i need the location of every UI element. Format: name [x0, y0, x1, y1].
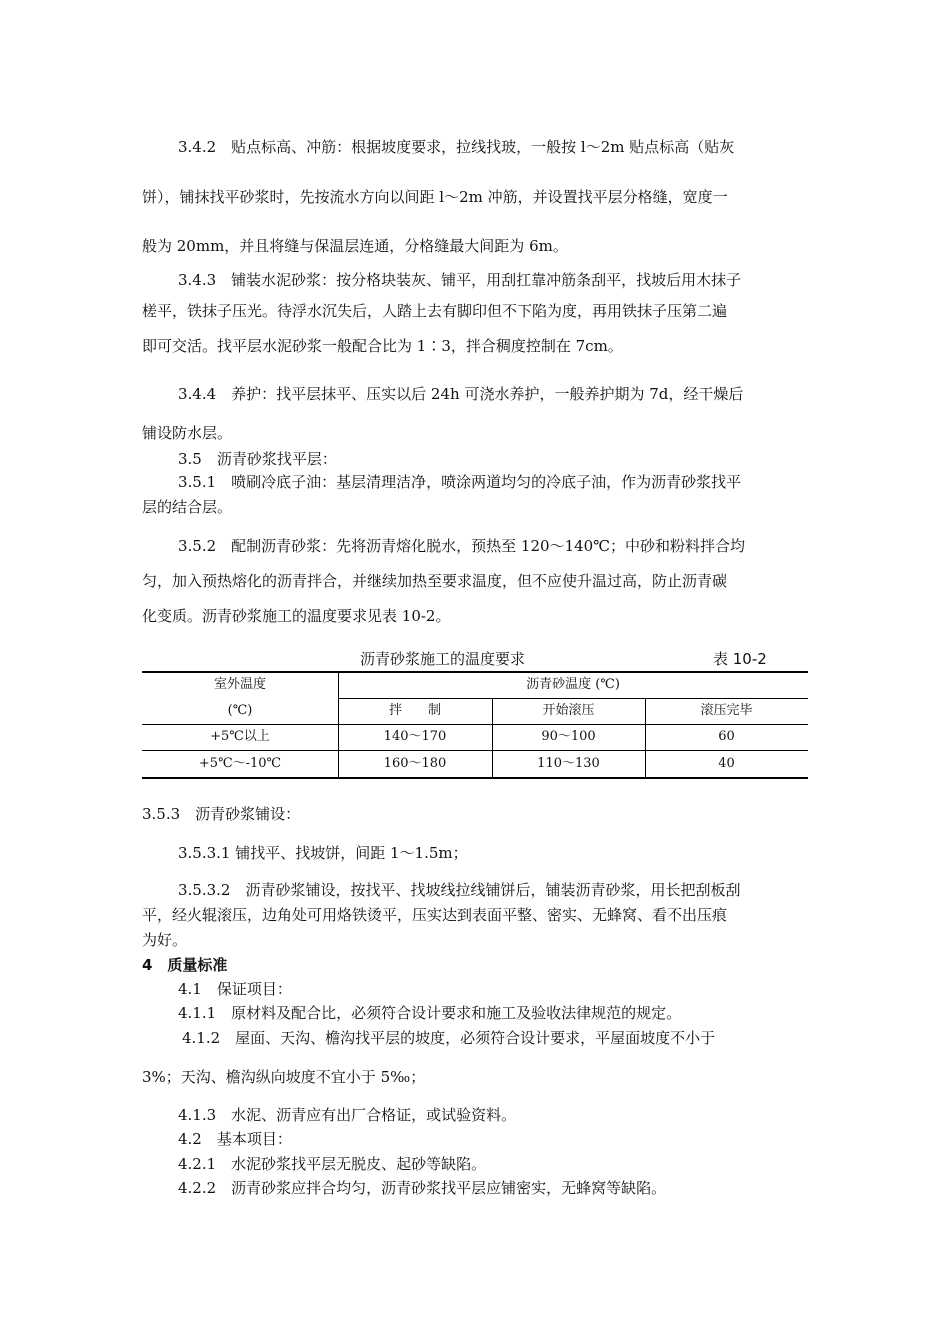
heading-4-2: 4.2 基本项目：: [178, 1130, 292, 1148]
header-asphalt-temp: 沥青砂温度 (℃): [526, 677, 620, 692]
para-4-1-1: 4.1.1 原材料及配合比，必须符合设计要求和施工及验收法律规范的规定。: [178, 1004, 682, 1022]
para-3-5-3-2-line2: 平，经火辊滚压，边角处可用烙铁烫平，压实达到表面平整、密实、无蜂窝、看不出压痕: [142, 906, 728, 924]
para-3-5-3-1: 3.5.3.1 铺找平、找坡饼，间距 1～1.5m；: [178, 844, 468, 862]
para-3-4-2-line3: 般为 20mm，并且将缝与保温层连通，分格缝最大间距为 6m。: [142, 237, 568, 255]
para-4-1-3: 4.1.3 水泥、沥青应有出厂合格证，或试验资料。: [178, 1106, 517, 1124]
heading-3-5-3: 3.5.3 沥青砂浆铺设：: [142, 805, 301, 823]
para-3-4-2-line2: 饼），铺抹找平砂浆时，先按流水方向以间距 l～2m 冲筋，并设置找平层分格缝，宽度一: [142, 188, 728, 206]
para-3-5-2-line3: 化变质。沥青砂浆施工的温度要求见表 10-2。: [142, 607, 451, 625]
table-cell: 140～170: [383, 729, 447, 744]
para-3-5-1-line2: 层的结合层。: [142, 498, 233, 516]
header-outdoor-temp: 室外温度: [213, 677, 266, 692]
para-3-5-2-line2: 匀，加入预热熔化的沥青拌合，并继续加热至要求温度，但不应使升温过高，防止沥青碳: [142, 572, 728, 590]
para-3-5-3-2-line3: 为好。: [142, 931, 188, 949]
para-4-2-2: 4.2.2 沥青砂浆应拌合均匀，沥青砂浆找平层应铺密实，无蜂窝等缺陷。: [178, 1179, 667, 1197]
table-number: 表 10-2: [713, 650, 767, 668]
table-title: 沥青砂浆施工的温度要求: [360, 650, 526, 668]
heading-3-5: 3.5 沥青砂浆找平层：: [178, 450, 337, 468]
table-cell: +5℃～-10℃: [198, 756, 282, 771]
para-3-4-3-line2: 槎平，铁抹子压光。待浮水沉失后，人踏上去有脚印但不下陷为度，再用铁抹子压第二遍: [142, 302, 728, 320]
table-cell: 110～130: [537, 756, 600, 771]
para-4-2-1: 4.2.1 水泥砂浆找平层无脱皮、起砂等缺陷。: [178, 1155, 487, 1173]
para-3-4-3-line3: 即可交活。找平层水泥砂浆一般配合比为 1∶3，拌合稠度控制在 7cm。: [142, 337, 623, 355]
header-end-roll: 滚压完毕: [700, 703, 753, 718]
header-outdoor-unit: (℃): [227, 703, 253, 718]
heading-4-1: 4.1 保证项目：: [178, 980, 292, 998]
table-header-bottom: [142, 724, 808, 725]
table-subheader-line: [338, 698, 808, 699]
table-cell: 160～180: [383, 756, 447, 771]
para-3-4-4-line1: 3.4.4 养护：找平层抹平、压实以后 24h 可浇水养护，一般养护期为 7d，经干燥后: [178, 385, 744, 403]
header-start-roll: 开始滚压: [542, 703, 595, 718]
table-top-border: [142, 671, 808, 673]
table-cell: 90～100: [541, 729, 596, 744]
table-cell: +5℃以上: [210, 729, 270, 744]
heading-4-quality-standard: 4 质量标准: [142, 956, 228, 974]
para-3-5-2-line1: 3.5.2 配制沥青砂浆：先将沥青熔化脱水，预热至 120～140℃；中砂和粉料拌合均: [178, 537, 745, 555]
table-cell: 60: [718, 729, 735, 744]
table-row-divider: [142, 750, 808, 751]
header-mix: 拌 制: [388, 703, 441, 718]
para-3-5-1-line1: 3.5.1 喷刷冷底子油：基层清理洁净，喷涂两道均匀的冷底子油，作为沥青砂浆找平: [178, 473, 742, 491]
para-4-1-2-line2: 3%；天沟、檐沟纵向坡度不宜小于 5‰；: [142, 1068, 426, 1086]
para-3-5-3-2-line1: 3.5.3.2 沥青砂浆铺设，按找平、找坡线拉线铺饼后，铺装沥青砂浆，用长把刮板刮: [178, 881, 741, 899]
para-3-4-3-line1: 3.4.3 铺装水泥砂浆：按分格块装灰、铺平，用刮扛靠冲筋条刮平，找坡后用木抹子: [178, 271, 742, 289]
table-bottom-border: [142, 777, 808, 779]
table-cell: 40: [718, 756, 735, 771]
para-4-1-2-line1: 4.1.2 屋面、天沟、檐沟找平层的坡度，必须符合设计要求，平屋面坡度不小于: [182, 1029, 716, 1047]
para-3-4-2-line1: 3.4.2 贴点标高、冲筋：根据坡度要求，拉线找玻，一般按 l～2m 贴点标高（贴灰: [178, 138, 735, 156]
para-3-4-4-line2: 铺设防水层。: [142, 424, 233, 442]
